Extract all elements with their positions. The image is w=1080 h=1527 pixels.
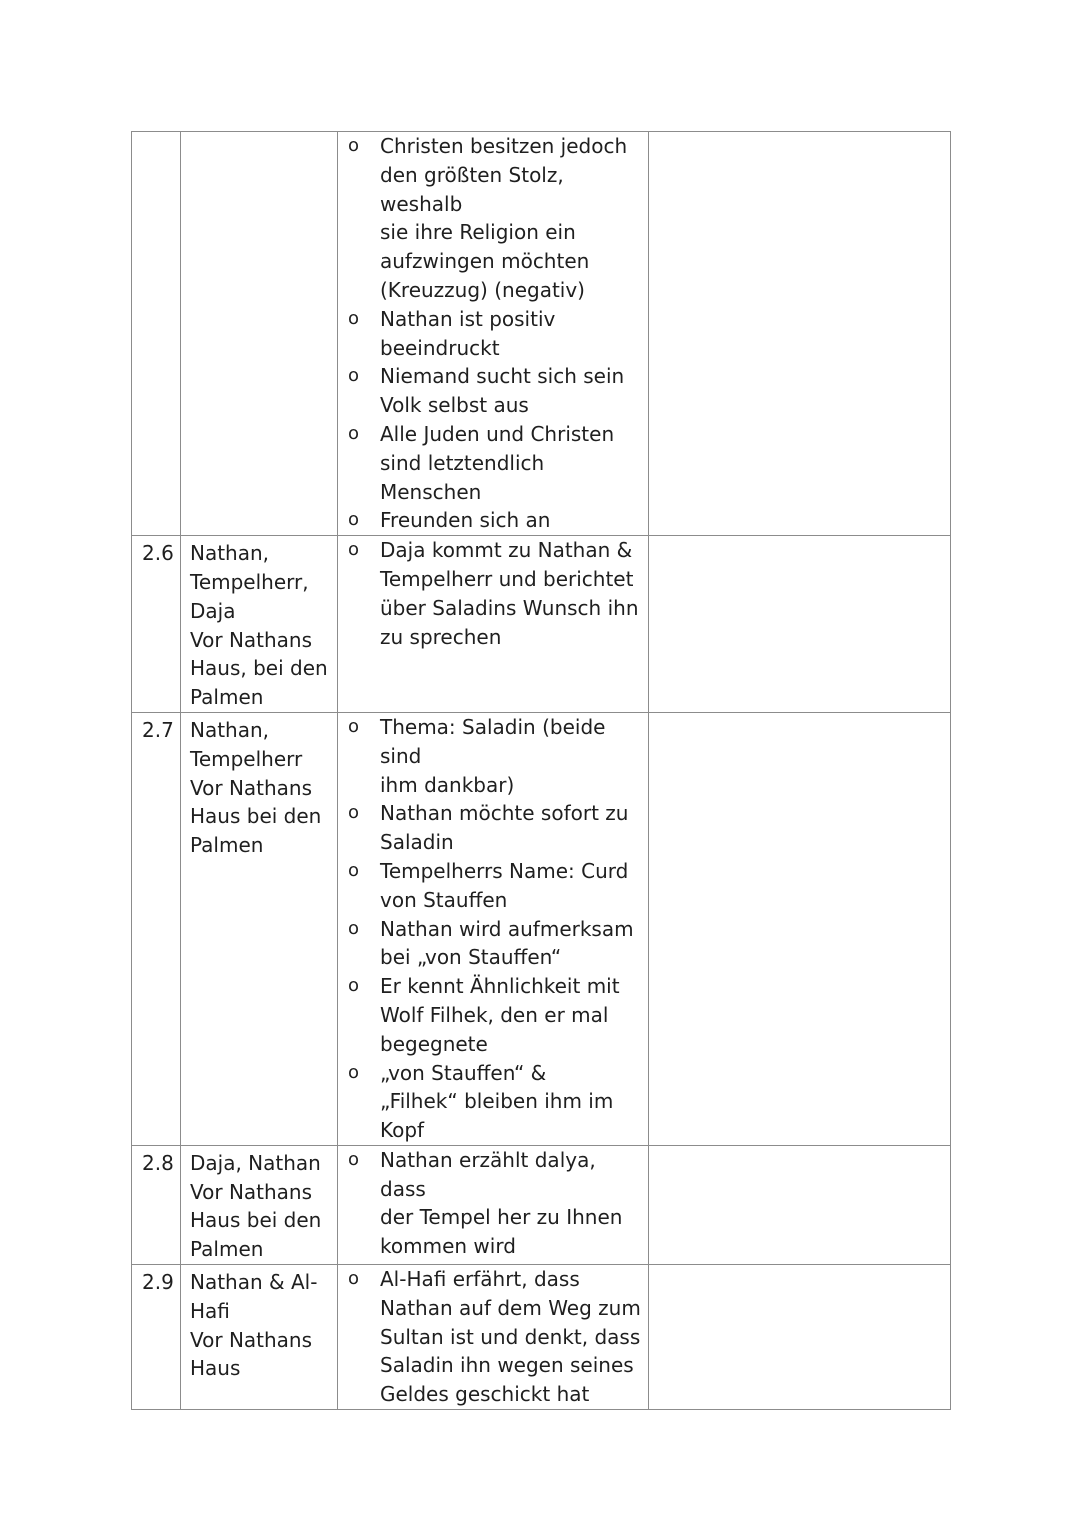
scene-number: 2.7 — [132, 712, 181, 1145]
event-text-line: zu sprechen — [380, 624, 502, 649]
characters-location-line: Palmen — [190, 685, 264, 710]
event-list — [338, 1265, 644, 1409]
characters-location-line: Nathan & Al- — [190, 1270, 318, 1295]
circle-bullet-icon: o — [348, 307, 360, 329]
event-text-line: Nathan erzählt dalya, dass — [380, 1147, 596, 1201]
event-text-line: Freunden sich an — [380, 508, 551, 533]
event-text-line: Thema: Saladin (beide sind — [380, 714, 606, 768]
characters-location-line: Tempelherr, — [190, 569, 309, 594]
scene-notes — [649, 712, 951, 1145]
event-text-line: Menschen — [380, 479, 482, 504]
table-row — [132, 1265, 951, 1410]
characters-location-line: Palmen — [190, 833, 264, 858]
event-list — [338, 1146, 644, 1261]
event-item — [338, 1265, 644, 1409]
event-list — [338, 132, 644, 535]
table-row — [132, 1145, 951, 1264]
event-list — [338, 536, 644, 651]
event-text-line: sind letztendlich — [380, 450, 545, 475]
characters-location-line: Nathan, — [190, 541, 270, 566]
table-row — [132, 536, 951, 713]
scene-characters-location — [181, 1265, 338, 1410]
event-text-line: Tempelherrs Name: Curd — [380, 858, 629, 883]
event-item — [338, 915, 644, 973]
event-item — [338, 857, 644, 915]
scene-number: 2.6 — [132, 536, 181, 713]
event-text-line: beeindruckt — [380, 335, 500, 360]
circle-bullet-icon: o — [348, 802, 360, 824]
circle-bullet-icon: o — [348, 975, 360, 997]
circle-bullet-icon: o — [348, 422, 360, 444]
event-text-line: Nathan auf dem Weg zum — [380, 1295, 641, 1320]
scene-notes — [649, 1145, 951, 1264]
scene-table — [131, 131, 951, 1410]
circle-bullet-icon: o — [348, 715, 360, 737]
event-text-line: Alle Juden und Christen — [380, 421, 615, 446]
event-item — [338, 305, 644, 363]
characters-location-line: Daja — [190, 598, 236, 623]
scene-notes — [649, 536, 951, 713]
event-item — [338, 362, 644, 420]
characters-location-line: Daja, Nathan — [190, 1150, 321, 1175]
event-item — [338, 1059, 644, 1145]
event-item — [338, 536, 644, 651]
scene-table-body — [132, 132, 951, 1410]
event-text-line: „Filhek“ bleiben ihm im — [380, 1089, 614, 1114]
event-text-line: von Stauffen — [380, 887, 508, 912]
circle-bullet-icon: o — [348, 1148, 360, 1170]
scene-events — [338, 1145, 649, 1264]
characters-location-line: Vor Nathans — [190, 627, 313, 652]
event-text-line: aufzwingen möchten — [380, 249, 590, 274]
event-text-line: bei „von Stauffen“ — [380, 945, 562, 970]
event-text-line: begegnete — [380, 1031, 488, 1056]
circle-bullet-icon: o — [348, 859, 360, 881]
characters-location-line: Haus, bei den — [190, 656, 328, 681]
event-text-line: kommen wird — [380, 1234, 516, 1259]
event-text-line: Nathan möchte sofort zu — [380, 801, 629, 826]
characters-location-line: Haus — [190, 1356, 241, 1381]
characters-location-line: Haus bei den — [190, 1208, 322, 1233]
table-row — [132, 712, 951, 1145]
scene-characters-location — [181, 536, 338, 713]
event-text-line: Volk selbst aus — [380, 393, 529, 418]
event-text-line: (Kreuzzug) (negativ) — [380, 277, 585, 302]
scene-number — [132, 132, 181, 536]
event-text-line: „von Stauffen“ & — [380, 1060, 547, 1085]
scene-notes — [649, 1265, 951, 1410]
scene-notes — [649, 132, 951, 536]
event-list — [338, 713, 644, 1145]
characters-location-line: Vor Nathans — [190, 1327, 313, 1352]
scene-events — [338, 1265, 649, 1410]
characters-location-line: Hafi — [190, 1298, 230, 1323]
event-text-line: Wolf Filhek, den er mal — [380, 1002, 609, 1027]
scene-events — [338, 536, 649, 713]
characters-location-line: Nathan, — [190, 717, 270, 742]
circle-bullet-icon: o — [348, 539, 360, 561]
event-text-line: Nathan ist positiv — [380, 306, 556, 331]
scene-characters-location — [181, 132, 338, 536]
event-text-line: ihm dankbar) — [380, 772, 515, 797]
event-item — [338, 1146, 644, 1261]
event-text-line: Niemand sucht sich sein — [380, 364, 625, 389]
table-row — [132, 132, 951, 536]
characters-location-line: Palmen — [190, 1237, 264, 1262]
event-text-line: Al-Hafi erfährt, dass — [380, 1267, 580, 1292]
event-text-line: Kopf — [380, 1118, 425, 1143]
event-text-line: Christen besitzen jedoch — [380, 134, 628, 158]
event-item — [338, 799, 644, 857]
event-item — [338, 972, 644, 1058]
circle-bullet-icon: o — [348, 135, 360, 156]
circle-bullet-icon: o — [348, 509, 360, 531]
event-text-line: Er kennt Ähnlichkeit mit — [380, 974, 620, 999]
event-text-line: Tempelherr und berichtet — [380, 566, 634, 591]
characters-location-line: Tempelherr — [190, 746, 303, 771]
characters-location-line: Vor Nathans — [190, 1179, 313, 1204]
scene-events — [338, 132, 649, 536]
event-text-line: Geldes geschickt hat — [380, 1382, 590, 1407]
event-text-line: Sultan ist und denkt, dass — [380, 1324, 641, 1349]
characters-location-line: Haus bei den — [190, 804, 322, 829]
event-item — [338, 506, 644, 535]
circle-bullet-icon: o — [348, 917, 360, 939]
event-item — [338, 132, 644, 305]
event-text-line: über Saladins Wunsch ihn — [380, 595, 639, 620]
event-item — [338, 420, 644, 506]
event-text-line: Daja kommt zu Nathan & — [380, 538, 633, 563]
event-text-line: Saladin — [380, 830, 454, 855]
circle-bullet-icon: o — [348, 1268, 360, 1290]
scene-characters-location — [181, 1145, 338, 1264]
event-text-line: sie ihre Religion ein — [380, 220, 576, 245]
characters-location-line: Vor Nathans — [190, 775, 313, 800]
event-text-line: Nathan wird aufmerksam — [380, 916, 634, 941]
scene-events — [338, 712, 649, 1145]
scene-characters-location — [181, 712, 338, 1145]
circle-bullet-icon: o — [348, 1061, 360, 1083]
scene-number: 2.8 — [132, 1145, 181, 1264]
scene-number: 2.9 — [132, 1265, 181, 1410]
event-item — [338, 713, 644, 799]
event-text-line: der Tempel her zu Ihnen — [380, 1205, 623, 1230]
event-text-line: Saladin ihn wegen seines — [380, 1353, 634, 1378]
circle-bullet-icon: o — [348, 365, 360, 387]
event-text-line: den größten Stolz, weshalb — [380, 162, 564, 216]
